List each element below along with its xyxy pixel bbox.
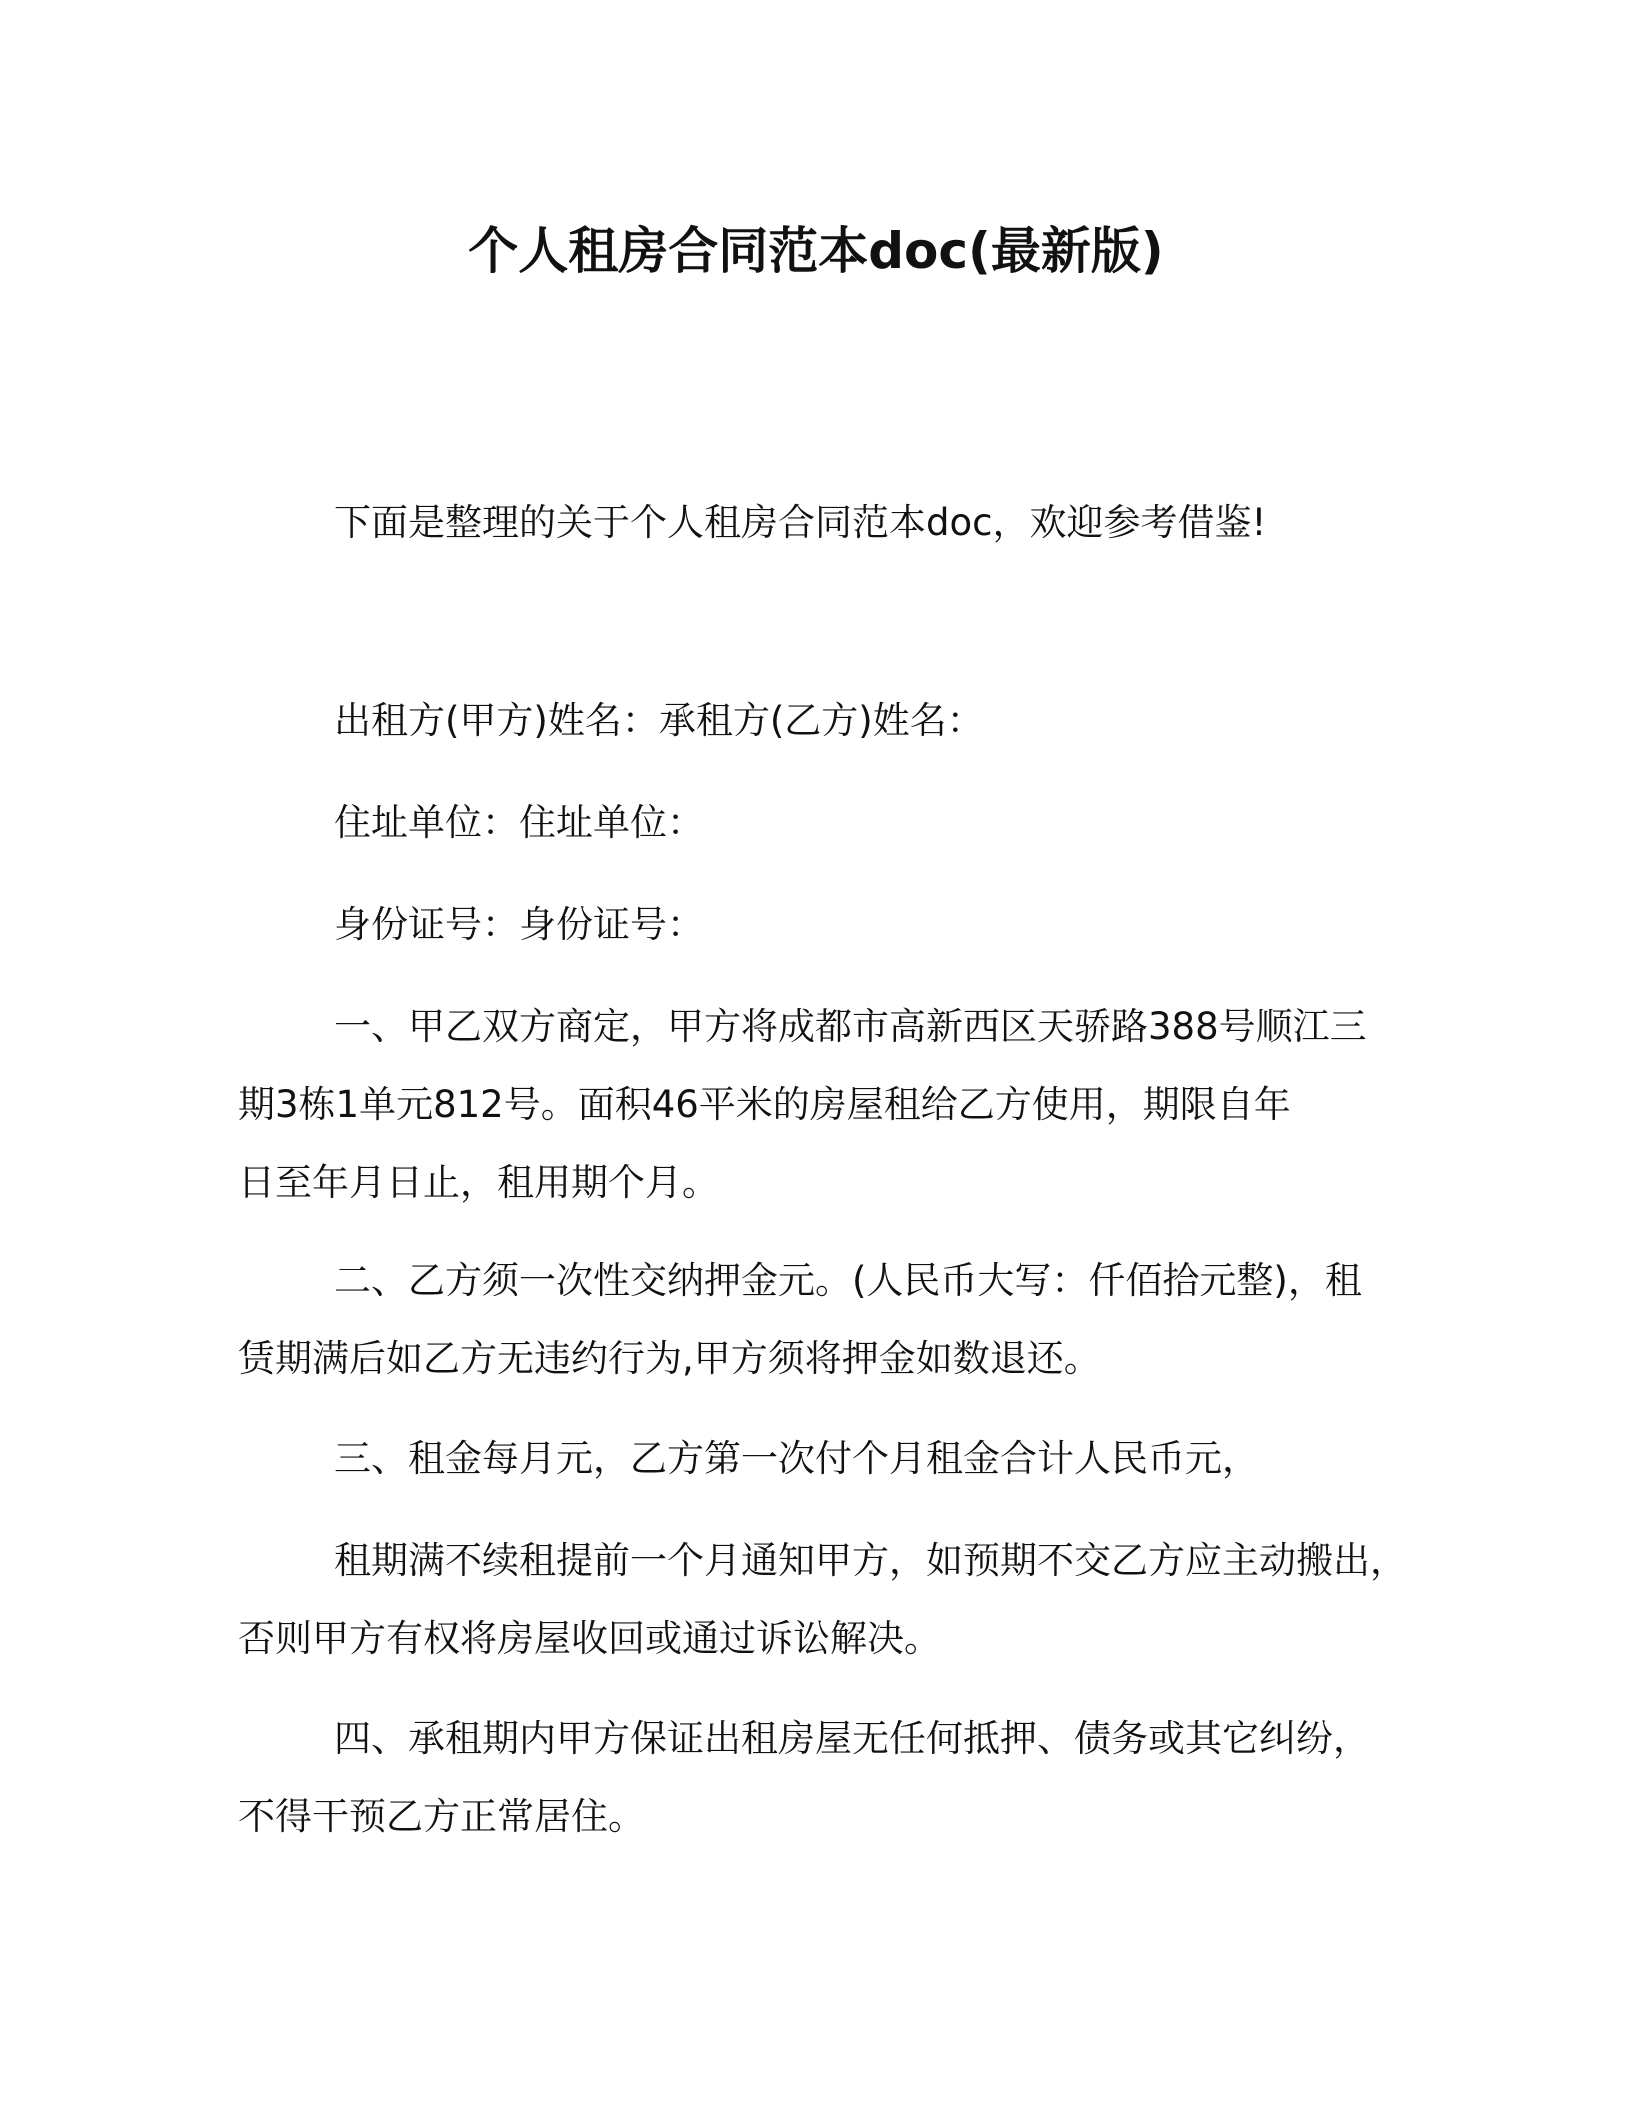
clause-1 <box>238 988 1418 1222</box>
clause-2-line-2: 赁期满后如乙方无违约行为,甲方须将押金如数退还。 <box>238 1337 1101 1380</box>
clause-1-line-1: 一、甲乙双方商定，甲方将成都市高新西区天骄路388号顺江三 <box>334 1005 1367 1048</box>
clause-1-line-2: 期3栋1单元812号。面积46平米的房屋租给乙方使用，期限自年 <box>238 1083 1291 1126</box>
intro-paragraph: 下面是整理的关于个人租房合同范本doc，欢迎参考借鉴! <box>334 501 1267 544</box>
clause-3: 三、租金每月元，乙方第一次付个月租金合计人民币元， <box>334 1437 1259 1480</box>
clause-4-line-2: 不得干预乙方正常居住。 <box>238 1795 645 1838</box>
clause-3b-line-2: 否则甲方有权将房屋收回或通过诉讼解决。 <box>238 1617 941 1660</box>
clause-2-line-1: 二、乙方须一次性交纳押金元。(人民币大写：仟佰拾元整)，租 <box>334 1259 1362 1302</box>
clause-4 <box>238 1700 1418 1856</box>
clause-4-line-1: 四、承租期内甲方保证出租房屋无任何抵押、债务或其它纠纷， <box>334 1717 1370 1760</box>
address-line: 住址单位：住址单位： <box>334 801 704 844</box>
document-title: 个人租房合同范本doc(最新版) <box>468 222 1164 280</box>
id-number-line: 身份证号：身份证号： <box>334 903 704 946</box>
clause-2 <box>238 1242 1418 1398</box>
clause-1-line-3: 日至年月日止，租用期个月。 <box>238 1161 719 1204</box>
clause-3b-line-1: 租期满不续租提前一个月通知甲方，如预期不交乙方应主动搬出， <box>334 1539 1407 1582</box>
clause-3-continued <box>238 1522 1418 1678</box>
parties-line: 出租方(甲方)姓名：承租方(乙方)姓名： <box>334 699 984 742</box>
